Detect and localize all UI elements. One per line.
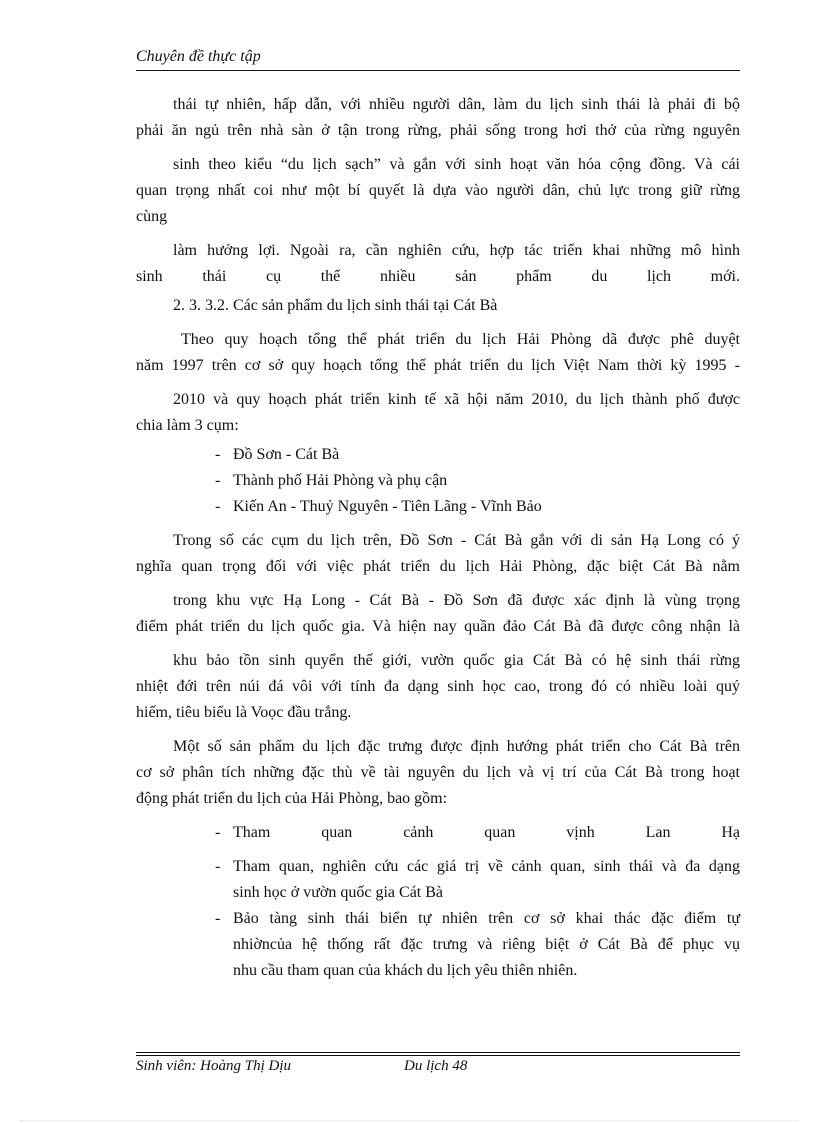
body-line: cùng <box>136 208 168 225</box>
bullet-dash: - <box>215 910 221 927</box>
cluster-list <box>136 442 740 520</box>
bullet-dash: - <box>215 858 221 875</box>
footer-student: Sinh viên: Hoàng Thị Dịu <box>136 1058 291 1074</box>
document-body <box>136 92 740 984</box>
list-item-line: nhu cầu tham quan của khách du lịch yêu thiên nhiên. <box>233 962 578 979</box>
bullet-dash: - <box>215 472 221 489</box>
body-line: sinh thái cụ thể nhiều sản phẩm du lịch mới. <box>136 268 740 285</box>
list-item <box>136 468 740 494</box>
page-bottom-edge <box>20 1120 796 1121</box>
list-item <box>136 906 740 984</box>
list-item <box>136 854 740 906</box>
list-item-text: Đồ Sơn - Cát Bà <box>233 446 340 463</box>
bullet-dash: - <box>215 498 221 515</box>
body-line: trong khu vực Hạ Long - Cát Bà - Đồ Sơn đã được xác định là vùng trọng <box>173 592 740 609</box>
body-line: Theo quy hoạch tổng thể phát triển du lịch Hải Phòng dã được phê duyệt <box>181 331 740 348</box>
bullet-dash: - <box>215 446 221 463</box>
body-line: thái tự nhiên, hấp dẫn, với nhiều người dân, làm du lịch sinh thái là phải đi bộ <box>173 96 740 113</box>
footer-divider <box>136 1052 740 1053</box>
body-line: sinh theo kiểu “du lịch sạch” và gắn với sinh hoạt văn hóa cộng đồng. Và cái <box>173 156 740 173</box>
body-line: phải ăn ngủ trên nhà sàn ở tận trong rừng, phải sống trong hơi thở của rừng nguyên <box>136 122 740 139</box>
body-line: hiếm, tiêu biểu là Voọc đầu trắng. <box>136 704 352 721</box>
body-line: nhiệt đới trên núi đá vôi với tính đa dạng sinh học cao, trong đó có nhiều loài quý <box>136 678 740 695</box>
body-line: nghĩa quan trọng đối với việc phát triển du lịch Hải Phòng, đặc biệt Cát Bà nằm <box>136 558 740 575</box>
list-item-line: nhiờncủa hệ thống rất đặc trưng và riêng biệt ở Cát Bà để phục vụ <box>233 936 740 953</box>
list-item <box>136 820 740 846</box>
body-line: quan trọng nhất coi như một bí quyết là dựa vào người dân, chủ lực trong giữ rừng <box>136 182 740 199</box>
list-item <box>136 442 740 468</box>
page-header: Chuyên đề thực tập <box>136 48 261 65</box>
page-footer <box>136 1058 740 1075</box>
list-item-text: Thành phố Hải Phòng và phụ cận <box>233 472 448 489</box>
list-item-text: Kiến An - Thuỷ Nguyên - Tiên Lãng - Vĩnh Bảo <box>233 498 542 515</box>
bullet-dash: - <box>215 824 221 841</box>
footer-course: Du lịch 48 <box>404 1058 468 1074</box>
body-line: làm hưởng lợi. Ngoài ra, cần nghiên cứu, hợp tác triển khai những mô hình <box>173 242 740 259</box>
footer-divider <box>136 1055 740 1056</box>
list-item-line: sinh học ở vườn quốc gia Cát Bà <box>233 884 444 901</box>
body-line: 2010 và quy hoạch phát triển kinh tế xã hội năm 2010, du lịch thành phố được <box>173 391 740 408</box>
body-line: động phát triển du lịch của Hải Phòng, bao gồm: <box>136 790 448 807</box>
body-line: khu bảo tồn sinh quyển thế giới, vườn quốc gia Cát Bà có hệ sinh thái rừng <box>173 652 740 669</box>
body-line: năm 1997 trên cơ sở quy hoạch tổng thể phát triển du lịch Việt Nam thời kỳ 1995 - <box>136 357 740 374</box>
header-divider <box>136 70 740 71</box>
body-line: Trong số các cụm du lịch trên, Đồ Sơn - Cát Bà gắn với di sản Hạ Long có ý <box>173 532 740 549</box>
section-heading: 2. 3. 3.2. Các sản phẩm du lịch sinh thái tại Cát Bà <box>173 297 498 314</box>
list-item-text: Tham quan cảnh quan vịnh Lan Hạ <box>233 824 740 841</box>
body-line: chia làm 3 cụm: <box>136 417 239 434</box>
body-line: điểm phát triển du lịch quốc gia. Và hiện nay quần đảo Cát Bà đã được công nhận là <box>136 618 740 635</box>
list-item-line: Tham quan, nghiên cứu các giá trị về cảnh quan, sinh thái và đa dạng <box>233 858 740 875</box>
list-item-line: Bảo tàng sinh thái biển tự nhiên trên cơ sở khai thác đặc điểm tự <box>233 910 740 927</box>
body-line: cơ sở phân tích những đặc thù về tài nguyên du lịch và vị trí của Cát Bà trong hoạt <box>136 764 740 781</box>
body-line: Một số sản phẩm du lịch đặc trưng được định hướng phát triển cho Cát Bà trên <box>173 738 740 755</box>
list-item <box>136 494 740 520</box>
product-list <box>136 820 740 984</box>
